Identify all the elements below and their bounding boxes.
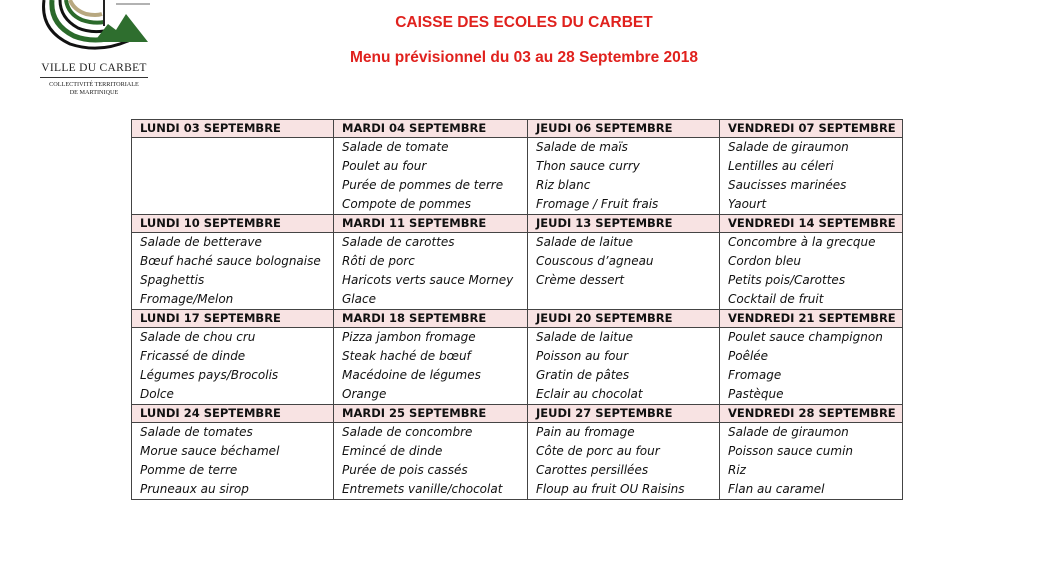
menu-item: Légumes pays/Brocolis [132,366,334,385]
menu-item: Macédoine de légumes [334,366,528,385]
menu-item-row [132,461,903,480]
menu-item: Couscous d’agneau [528,252,720,271]
menu-item: Salade de laitue [528,328,720,348]
menu-item: Salade de laitue [528,233,720,253]
menu-item: Salade de giraumon [720,423,903,443]
menu-item: Gratin de pâtes [528,366,720,385]
menu-item-row [132,233,903,253]
menu-table [131,119,903,500]
week-header-row [132,120,903,138]
menu-item: Crème dessert [528,271,720,290]
menu-item: Riz [720,461,903,480]
menu-item-row [132,271,903,290]
day-header: JEUDI 06 SEPTEMBRE [528,120,720,138]
menu-item: Salade de tomate [334,138,528,158]
logo-town-name: VILLE DU CARBET [41,62,147,74]
day-header: JEUDI 13 SEPTEMBRE [528,215,720,233]
menu-item: Côte de porc au four [528,442,720,461]
menu-item: Concombre à la grecque [720,233,903,253]
menu-item: Orange [334,385,528,405]
day-header: VENDREDI 21 SEPTEMBRE [720,310,903,328]
day-header: VENDREDI 28 SEPTEMBRE [720,405,903,423]
menu-item: Fromage/Melon [132,290,334,310]
menu-item-row [132,385,903,405]
menu-item: Dolce [132,385,334,405]
day-header: JEUDI 20 SEPTEMBRE [528,310,720,328]
menu-item [132,176,334,195]
menu-item: Fromage / Fruit frais [528,195,720,215]
day-header: MARDI 25 SEPTEMBRE [334,405,528,423]
menu-item: Pomme de terre [132,461,334,480]
menu-item-row [132,157,903,176]
day-header: LUNDI 17 SEPTEMBRE [132,310,334,328]
day-header: LUNDI 24 SEPTEMBRE [132,405,334,423]
menu-item: Salade de chou cru [132,328,334,348]
menu-item-row [132,252,903,271]
menu-item: Riz blanc [528,176,720,195]
menu-item: Purée de pommes de terre [334,176,528,195]
menu-item: Steak haché de bœuf [334,347,528,366]
menu-item: Petits pois/Carottes [720,271,903,290]
menu-item: Eclair au chocolat [528,385,720,405]
week-header-row [132,310,903,328]
day-header: VENDREDI 07 SEPTEMBRE [720,120,903,138]
menu-item-row [132,442,903,461]
menu-item: Lentilles au céleri [720,157,903,176]
menu-item: Pain au fromage [528,423,720,443]
menu-item-row [132,195,903,215]
menu-item-row [132,480,903,500]
menu-item: Salade de betterave [132,233,334,253]
menu-item: Salade de tomates [132,423,334,443]
logo-subtitle-line1: COLLECTIVITÉ TERRITORIALE [49,81,139,88]
menu-item [132,138,334,158]
menu-item: Fromage [720,366,903,385]
menu-item: Pizza jambon fromage [334,328,528,348]
menu-item: Purée de pois cassés [334,461,528,480]
menu-item: Poisson au four [528,347,720,366]
menu-item: Saucisses marinées [720,176,903,195]
menu-item-row [132,290,903,310]
menu-item-row [132,176,903,195]
day-header: LUNDI 03 SEPTEMBRE [132,120,334,138]
menu-item: Salade de maïs [528,138,720,158]
menu-item [528,290,720,310]
menu-item: Entremets vanille/chocolat [334,480,528,500]
menu-item: Flan au caramel [720,480,903,500]
menu-item [132,195,334,215]
menu-item: Compote de pommes [334,195,528,215]
week-header-row [132,405,903,423]
menu-item: Thon sauce curry [528,157,720,176]
menu-item: Haricots verts sauce Morney [334,271,528,290]
menu-item: Cordon bleu [720,252,903,271]
page-subtitle: Menu prévisionnel du 03 au 28 Septembre 2018 [349,49,699,66]
page-title: CAISSE DES ECOLES DU CARBET [395,14,653,31]
menu-item: Poulet sauce champignon [720,328,903,348]
menu-item: Yaourt [720,195,903,215]
menu-item-row [132,328,903,348]
menu-table-body [132,120,903,500]
menu-item: Cocktail de fruit [720,290,903,310]
day-header: LUNDI 10 SEPTEMBRE [132,215,334,233]
menu-item: Salade de carottes [334,233,528,253]
menu-item: Fricassé de dinde [132,347,334,366]
day-header: VENDREDI 14 SEPTEMBRE [720,215,903,233]
menu-item-row [132,366,903,385]
logo-divider [40,77,148,78]
logo-subtitle-line2: DE MARTINIQUE [69,88,119,96]
menu-item: Glace [334,290,528,310]
day-header: MARDI 04 SEPTEMBRE [334,120,528,138]
menu-item: Morue sauce béchamel [132,442,334,461]
menu-item: Salade de giraumon [720,138,903,158]
menu-item: Pastèque [720,385,903,405]
logo-subtitle [40,81,148,96]
menu-item: Carottes persillées [528,461,720,480]
menu-item [132,157,334,176]
menu-item: Bœuf haché sauce bolognaise [132,252,334,271]
menu-item-row [132,347,903,366]
menu-item: Poisson sauce cumin [720,442,903,461]
menu-item: Pruneaux au sirop [132,480,334,500]
menu-item: Poêlée [720,347,903,366]
menu-item: Poulet au four [334,157,528,176]
menu-item: Salade de concombre [334,423,528,443]
menu-item: Rôti de porc [334,252,528,271]
menu-item: Spaghettis [132,271,334,290]
menu-item-row [132,138,903,158]
menu-item-row [132,423,903,443]
week-header-row [132,215,903,233]
day-header: JEUDI 27 SEPTEMBRE [528,405,720,423]
day-header: MARDI 11 SEPTEMBRE [334,215,528,233]
menu-item: Floup au fruit OU Raisins [528,480,720,500]
menu-item: Emincé de dinde [334,442,528,461]
day-header: MARDI 18 SEPTEMBRE [334,310,528,328]
